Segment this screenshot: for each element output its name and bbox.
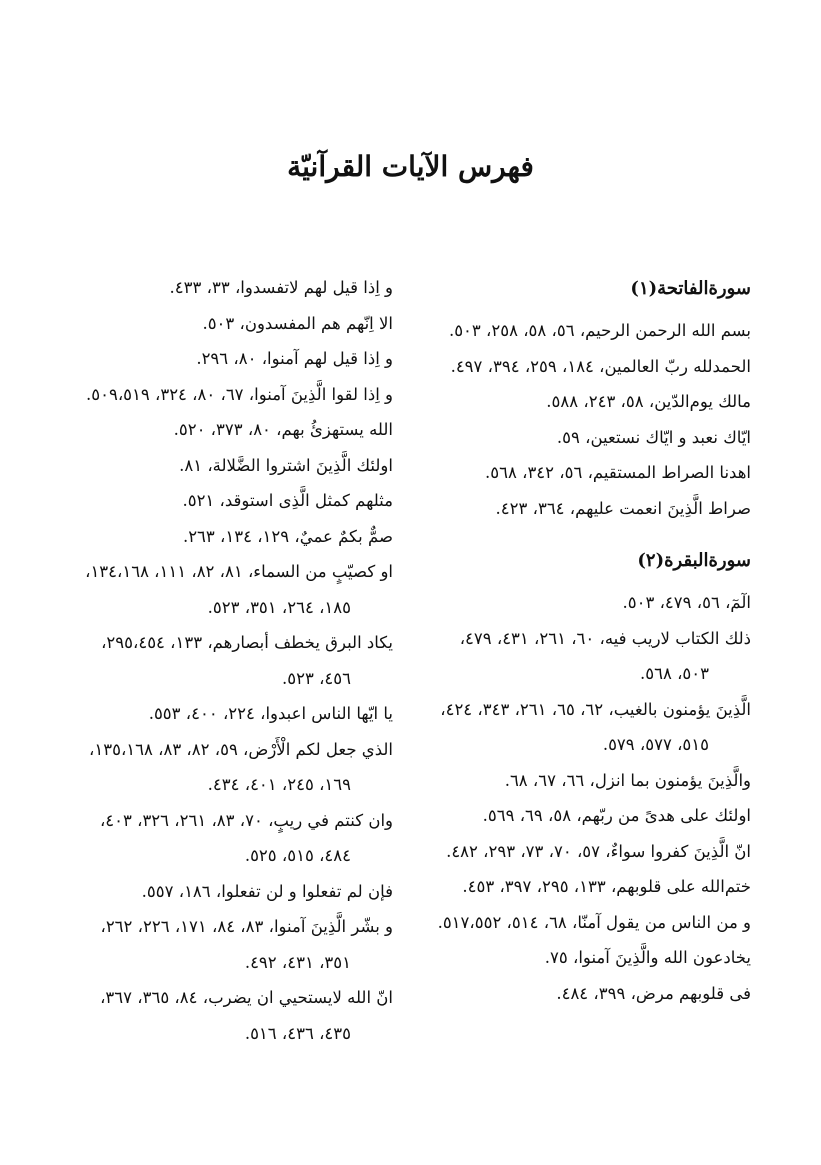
verse-entry: يخادعون الله والَّذِينَ آمنوا، ٧٥. — [544, 948, 751, 967]
verse-entry: و من الناس من يقول آمنّا، ٦٨، ٥١٤، ٥١٧،٥٥٢. — [437, 912, 751, 932]
verse-entry: انّ الَّذِينَ كفروا سواءٌ، ٥٧، ٧٠، ٧٣، ٢٩٣، ٤٨٢. — [446, 841, 751, 861]
verse-entry-continuation: ٤٨٤، ٥١٥، ٥٢٥. — [244, 846, 351, 865]
verse-entry-continuation: ١٨٥، ٢٦٤، ٣٥١، ٥٢٣. — [207, 597, 351, 617]
right-column — [421, 270, 751, 1011]
verse-entry-continuation: ٥١٥، ٥٧٧، ٥٧٩. — [602, 735, 709, 754]
verse-entry-continuation: ٥٠٣، ٥٦٨. — [639, 664, 709, 683]
verse-entry: و اِذا لقوا الَّذِينَ آمنوا، ٦٧، ٨٠، ٣٢٤، ٥٠٩،٥١٩. — [86, 384, 393, 404]
verse-entry: الله يستهزئُ بهم، ٨٠، ٣٧٣، ٥٢٠. — [173, 420, 393, 439]
verse-entry: او كصيّبٍ من السماء، ٨١، ٨٢، ١١١، ١٣٤،١٦٨، ١٨٥، ٢٦٤، ٣٥١، ٥٢٣. — [58, 554, 393, 625]
verse-entry: ايّاك نعبد و ايّاك نستعين، ٥٩. — [556, 427, 751, 447]
verse-entry: ختم‌الله على قلوبهم، ١٣٣، ٢٩٥، ٣٩٧، ٤٥٣. — [462, 877, 751, 896]
verse-entry-continuation: ٤٥٦، ٥٢٣. — [281, 668, 351, 688]
verse-entry: و بشّر الَّذِينَ آمنوا، ٨٣، ٨٤، ١٧١، ٢٢٦، ٢٦٢، ٣٥١، ٤٣١، ٤٩٢. — [58, 909, 393, 980]
verse-entry: وان كنتم في ريبٍ، ٧٠، ٨٣، ٢٦١، ٣٢٦، ٤٠٣، ٤٨٤، ٥١٥، ٥٢٥. — [58, 803, 393, 874]
verse-entry: والَّذِينَ يؤمنون بما انزل، ٦٦، ٦٧، ٦٨. — [504, 770, 751, 790]
verse-entry: يا ايّها الناس اعبدوا، ٢٢٤، ٤٠٠، ٥٥٣. — [148, 704, 393, 723]
page-title: فهرس الآيات القرآنيّة — [287, 150, 534, 183]
surah-heading-baqarah: سورةالبقرة(٢) — [637, 550, 751, 571]
verse-entry: و اِذا قيل لهم آمنوا، ٨٠، ٢٩٦. — [196, 349, 393, 368]
left-column — [58, 270, 393, 1051]
verse-entry: صراط الَّذِينَ انعمت عليهم، ٣٦٤، ٤٢٣. — [495, 498, 751, 518]
verse-entry-continuation: ١٦٩، ٢٤٥، ٤٠١، ٤٣٤. — [207, 775, 351, 794]
surah-heading-fatiha: سورةالفاتحة(١) — [630, 278, 751, 299]
verse-entry: الٓمٓ، ٥٦، ٤٧٩، ٥٠٣. — [622, 593, 751, 612]
verse-entry: الذي جعل لكم الْأَرْض، ٥٩، ٨٢، ٨٣، ١٣٥،١٦٨، ١٦٩، ٢٤٥، ٤٠١، ٤٣٤. — [58, 732, 393, 803]
verse-entry: ذلك الكتاب لاريب فيه، ٦٠، ٢٦١، ٤٣١، ٤٧٩، ٥٠٣، ٥٦٨. — [421, 621, 751, 692]
verse-entry: بسم الله الرحمن الرحيم، ٥٦، ٥٨، ٢٥٨، ٥٠٣. — [448, 321, 751, 340]
verse-entry: اولئك الَّذِينَ اشتروا الضَّلالة، ٨١. — [179, 455, 393, 475]
verse-entry: اهدنا الصراط المستقيم، ٥٦، ٣٤٢، ٥٦٨. — [485, 463, 751, 482]
verse-entry: يكاد البرق يخطف أبصارهم، ١٣٣، ٢٩٥،٤٥٤، ٤٥٦، ٥٢٣. — [58, 625, 393, 696]
verse-entry: مثلهم كمثل الَّذِى استوقد، ٥٢١. — [182, 491, 393, 510]
verse-entry: صمٌّ بكمٌ عميٌ، ١٢٩، ١٣٤، ٢٦٣. — [182, 526, 393, 546]
verse-entry: مالك يوم‌الدّين، ٥٨، ٢٤٣، ٥٨٨. — [546, 392, 751, 411]
verse-entry: و اِذا قيل لهم لاتفسدوا، ٣٣، ٤٣٣. — [169, 278, 393, 297]
verse-entry: فإن لم تفعلوا و لن تفعلوا، ١٨٦، ٥٥٧. — [141, 881, 393, 901]
verse-entry-continuation: ٤٣٥، ٤٣٦، ٥١٦. — [244, 1023, 351, 1043]
verse-entry-continuation: ٣٥١، ٤٣١، ٤٩٢. — [244, 952, 351, 972]
verse-entry: انّ الله لايستحيي ان يضرب، ٨٤، ٣٦٥، ٣٦٧، ٤٣٥، ٤٣٦، ٥١٦. — [58, 980, 393, 1051]
verse-entry: الحمدلله ربّ العالمين، ١٨٤، ٢٥٩، ٣٩٤، ٤٩٧. — [450, 356, 751, 376]
verse-entry: الَّذِينَ يؤمنون بالغيب، ٦٢، ٦٥، ٢٦١، ٣٤٣، ٤٢٤، ٥١٥، ٥٧٧، ٥٧٩. — [421, 692, 751, 763]
verse-entry: الا اِنّهم هم المفسدون، ٥٠٣. — [202, 313, 393, 333]
verse-entry: فى قلوبهم مرض، ٣٩٩، ٤٨٤. — [556, 983, 751, 1003]
verse-entry: اولئك على هدىً من ربّهم، ٥٨، ٦٩، ٥٦٩. — [482, 806, 751, 825]
